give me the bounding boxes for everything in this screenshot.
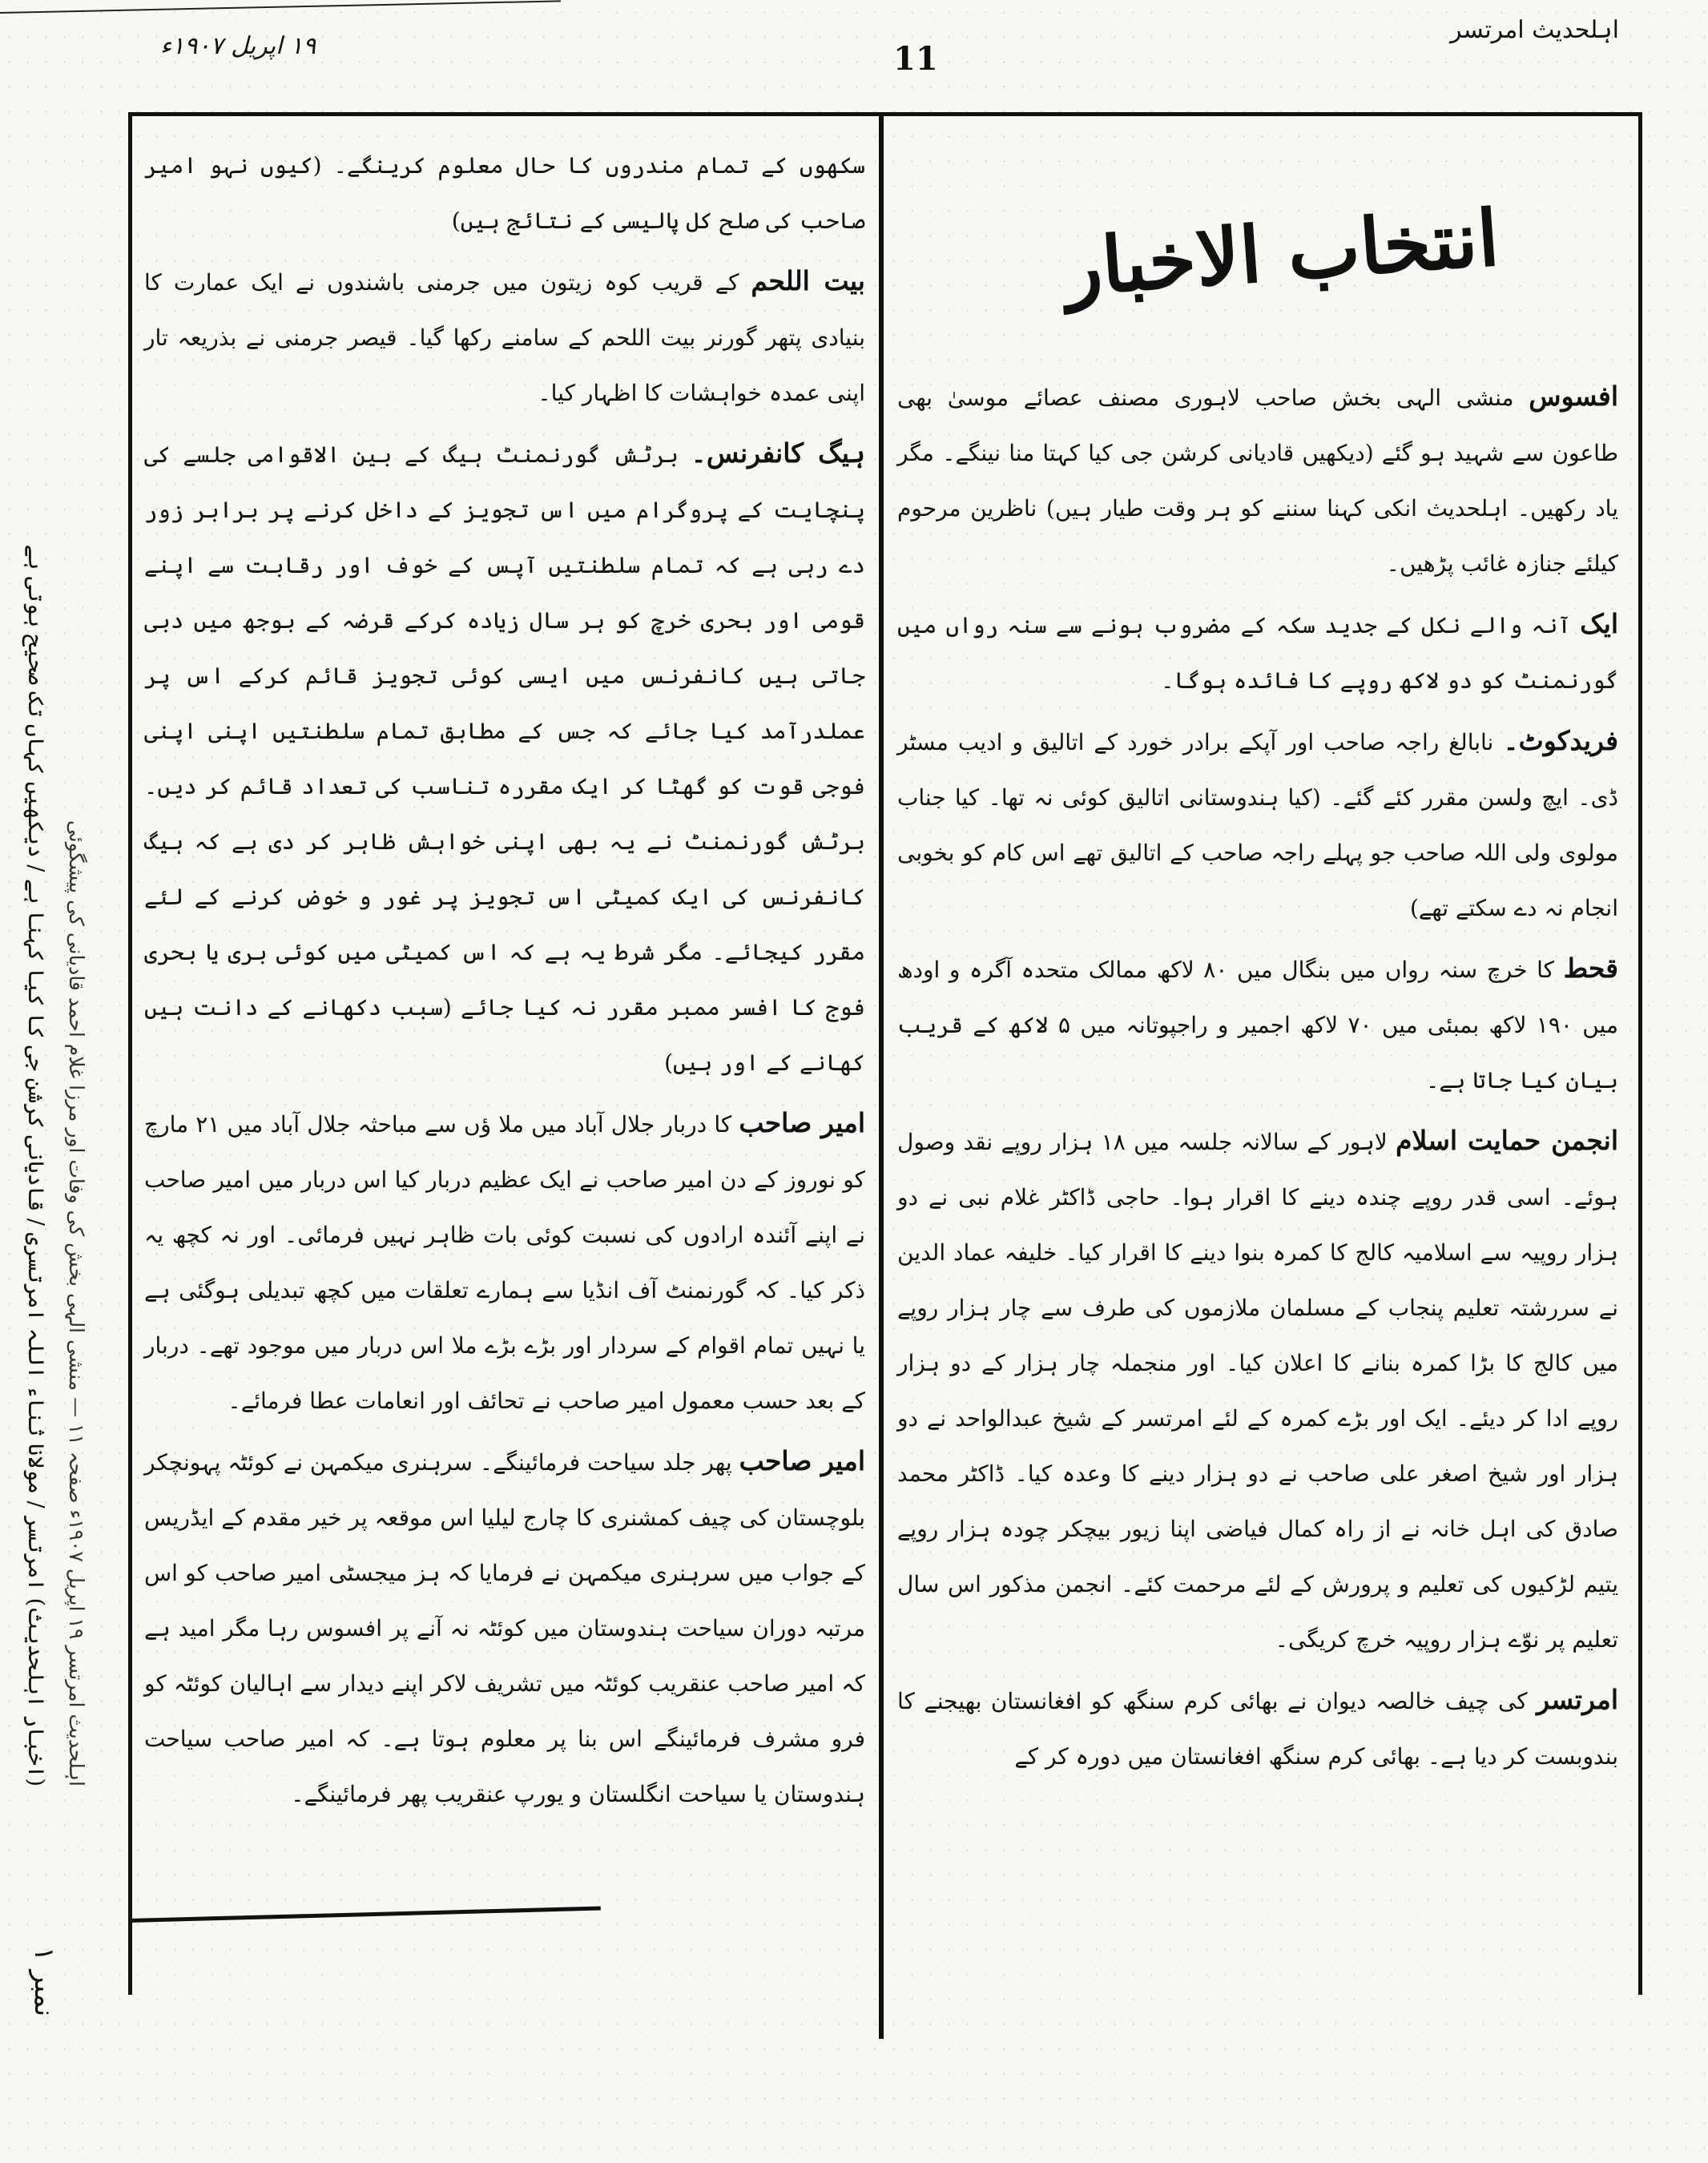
news-lead: فریدکوٹ۔ [1503,725,1618,756]
news-lead: امیر صاحب [739,1107,865,1138]
masthead-title: انتخاب الاخبار [1061,191,1502,313]
margin-corner-mark: نمبر ۱ [28,1947,60,2017]
news-text: برٹش گورنمنٹ ہیگ کے بین الاقوامی جلسے کی پنچایت کے پروگرام میں اس تجویز کے داخل کرنے پر برابر زور دے رہی ہے کہ تمام سلطنتیں آپس کے خوف اور رقابت سے اپنے قومی اور بحری خرچ کو ہر سال زیادہ کرکے قرضہ کے بوجھ میں دبی جاتی ہیں کانفرنس میں ایسی کوئی تجویز قائم کرکے اس پر عملدرآمد کیا جائے کہ جس کے مطابق تمام سلطنتیں اپنی اپنی فوجی قوت کو گھٹا کر ایک مقررہ تناسب کی تعداد قائم کر دیں۔ برٹش گورنمنٹ نے یہ بھی اپنی خواہش ظاہر کر دی ہے کہ ہیگ کانفرنس کی ایک کمیٹی اس تجویز پر غور و خوض کرنے کے لئے مقرر کیجائے۔ مگر شرط یہ ہے کہ اس کمیٹی میں کوئی بری یا بحری فوج کا افسر ممبر مقرر نہ کیا جائے (سبب دکھانے کے دانت ہیں کھانے کے اور ہیں) [144,441,865,1076]
news-item [897,713,1618,936]
news-lead: افسوس [1529,381,1618,412]
margin-note-secondary [36,144,92,1786]
news-text: نابالغ راجہ صاحب اور آپکے برادر خورد کے اتالیق و ادیب مسٹر ڈی۔ ایچ ولسن مقرر کئے گئے۔ (کیا ہندوستانی اتالیق کوئی نہ تھا۔ کیا جناب مولوی ولی اللہ صاحب جو پہلے راجہ صاحب کے اتالیق تھے اس کام کو بخوبی انجام نہ دے سکتے تھے) [897,729,1618,921]
left-column [144,136,865,1827]
news-item [897,369,1618,591]
news-item [897,596,1618,708]
issue-date: ۱۹ اپریل ۱۹۰۷ء [160,32,316,60]
news-text: پھر جلد سیاحت فرمائینگے۔ سرہنری میکمہن نے کوئٹہ پہونچکر بلوچستان کی چیف کمشنری کا چارج لیلیا اس موقعہ پر خیر مقدم کے ایڈریس کے جواب میں سرہنری میکمہن نے فرمایا کہ ہز میجسٹی امیر صاحب کو اس مرتبہ دوران سیاحت ہندوستان میں کوئٹہ نہ آنے پر افسوس رہا مگر امید ہے کہ امیر صاحب عنقریب کوئٹہ میں تشریف لاکر اپنے دیدار سے اہالیان کوئٹہ کو فرو مشرف فرمائینگے اس بنا پر معلوم ہوتا ہے۔ کہ امیر صاحب سیاحت ہندوستان یا سیاحت انگلستان و یورپ عنقریب پھر فرمائینگے۔ [144,1449,865,1807]
news-item [897,1672,1618,1784]
news-item [144,253,865,421]
news-lead: بیت اللحم [751,265,865,296]
news-lead: قحط [1563,953,1618,984]
news-lead: ہیگ کانفرنس۔ [691,437,865,469]
news-item [144,1095,865,1428]
news-lead: امیر صاحب [739,1445,865,1476]
news-lead: ایک [1580,608,1618,639]
news-text: لاہور کے سالانہ جلسہ میں ۱۸ ہزار روپے نقد وصول ہوئے۔ اسی قدر روپے چندہ دینے کا اقرار ہوا۔ حاجی ڈاکٹر غلام نبی نے دو ہزار روپیہ سے اسلامیہ کالج کا کمرہ بنوا دینے کا اقرار کیا۔ خلیفہ عماد الدین نے سررشتہ تعلیم پنجاب کے مسلمان ملازموں کی طرف سے چار ہزار روپے میں کالج کا بڑا کمرہ بنانے کا اعلان کیا۔ اور منجملہ چار ہزار کے دو ہزار روپے ادا کر دیئے۔ ایک اور بڑے کمرہ کے لئے امرتسر کے شیخ عبدالواحد نے دو ہزار اور شیخ اصغر علی صاحب نے دو ہزار دینے کا وعدہ کیا۔ ڈاکٹر محمد صادق کی اہل خانہ نے از راہ کمال فیاضی اپنا زیور بیچکر چودہ ہزار روپے یتیم لڑکیوں کی تعلیم و پرورش کے لئے مرحمت کئے۔ انجمن مذکور اس سال تعلیم پر نوّے ہزار روپیہ خرچ کریگی۔ [897,1129,1619,1653]
column-divider [879,116,884,2039]
newspaper-name: اہلحدیث امرتسر [1450,16,1619,44]
margin-note-line-2: اہلحدیث امرتسر ۱۹ اپریل ۱۹۰۷ء صفحہ ۱۱ — منشی الہی بخش کی وفات اور مرزا غلام احمد قادیانی کی پیشگوئی [65,820,88,1786]
margin-note-line-1: (اخبار اہلحدیث) امرتسر / مولانا ثناء اللہ امرتسری / قادیانی کرشن جی کا کیا کہنا ہے / دیکھیں کہاں تک صحیح ہوتی ہے [23,544,48,1786]
news-item [144,136,865,248]
news-text: کی چیف خالصہ دیوان نے بھائی کرم سنگھ کو افغانستان بھیجنے کا بندوبست کر دیا ہے۔ بھائی کرم سنگھ افغانستان میں دورہ کر کے [897,1688,1618,1770]
news-text: کے قریب کوہ زیتون میں جرمنی باشندوں نے ایک عمارت کا بنیادی پتھر گورنر بیت اللحم کے سامنے رکھا گیا۔ قیصر جرمنی نے بذریعہ تار اپنی عمدہ خواہشات کا اظہار کیا۔ [144,269,865,406]
news-item [897,941,1618,1108]
news-text: کا خرچ سنہ رواں میں بنگال میں ۸۰ لاکھ ممالک متحدہ آگرہ و اودھ میں ۱۹۰ لاکھ بمبئی میں ۷۰ لاکھ اجمیر و راجپوتانہ میں ۵ لاکھ کے قریب بیان کیا جاتا ہے۔ [897,957,1619,1094]
news-item [144,1433,865,1822]
news-text: آنہ والے نکل کے جدید سکہ کے مضروب ہونے سے سنہ رواں میں گورنمنٹ کو دو لاکھ روپے کا فائدہ ہوگا۔ [897,612,1618,694]
news-item [897,1113,1618,1667]
news-lead: انجمن حمایت اسلام [1396,1125,1618,1156]
news-text: کا دربار جلال آباد میں ملا ؤں سے مباحثہ جلال آباد میں ۲۱ مارچ کو نوروز کے دن امیر صاحب نے ایک عظیم دربار کیا اس دربار میں امیر صاحب نے اپنے آئندہ ارادوں کی نسبت کوئی بات ظاہر نہیں فرمائی۔ اور نہ کچھ یہ ذکر کیا۔ کہ گورنمنٹ آف انڈیا سے ہمارے تعلقات میں کچھ تبدیلی ہوگئی ہے یا نہیں تمام اقوام کے سردار اور بڑے بڑے ملا اس دربار میں موجود تھے۔ دربار کے بعد حسب معمول امیر صاحب نے تحائف اور انعامات عطا فرمائے۔ [144,1111,865,1414]
page-number: 11 [893,40,938,78]
news-text: منشی الہی بخش صاحب لاہوری مصنف عصائے موسیٰ بھی طاعون سے شہید ہو گئے (دیکھیں قادیانی کرشن جی کیا کہتا منا نینگے۔ مگر یاد رکھیں۔ اہلحدیث انکی کہنا سننے کو ہر وقت طیار ہیں) ناظرین مرحوم کیلئے جنازہ غائب پڑھیں۔ [897,385,1618,577]
news-item [144,425,865,1090]
news-lead: امرتسر [1537,1684,1618,1715]
right-column [897,369,1618,1789]
news-text: سکھوں کے تمام مندروں کا حال معلوم کرینگے۔ (کیوں نہو امیر صاحب کی صلح کل پالیسی کے نتائج ہیں) [144,152,865,234]
